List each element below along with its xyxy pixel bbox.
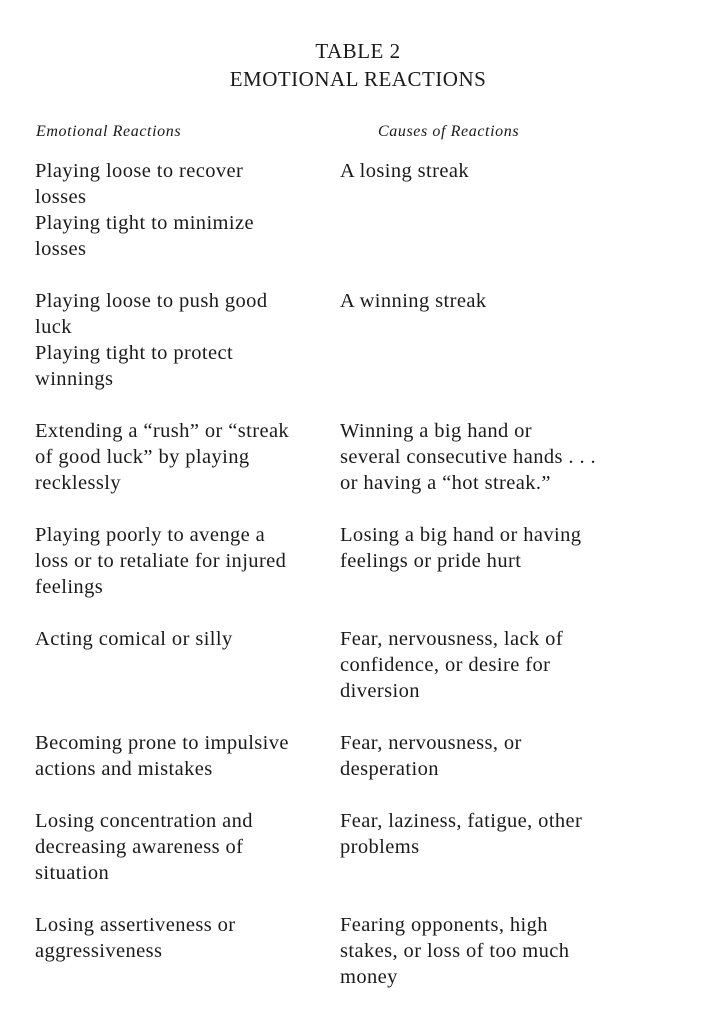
reaction-text: Extending a “rush” or “streak [35,420,290,442]
cause-text: confidence, or desire for [340,654,551,676]
cause-cell [340,808,660,886]
reaction-cell [35,418,335,496]
reaction-text: feelings [35,576,104,598]
cause-text: Fear, nervousness, or [340,732,522,754]
table-row [0,418,724,496]
reaction-text: actions and mistakes [35,758,213,780]
table-title: EMOTIONAL REACTIONS [229,67,487,91]
reaction-text: losses [35,238,87,260]
reaction-text: winnings [35,368,114,390]
cause-text: A losing streak [340,160,469,182]
cause-text: diversion [340,680,420,702]
cause-text: or having a “hot streak.” [340,472,551,494]
reaction-cell [35,626,335,704]
cause-text: problems [340,836,420,858]
cause-text: several consecutive hands . . . [340,446,597,468]
table-body [0,158,724,1016]
reaction-text: decreasing awareness of [35,836,244,858]
reaction-text: loss or to retaliate for injured [35,550,287,572]
table-row [0,522,724,600]
reaction-cell [35,730,335,782]
reaction-text: Playing tight to protect [35,342,234,364]
cause-cell [340,730,660,782]
reaction-cell [35,522,335,600]
reaction-text: of good luck” by playing [35,446,250,468]
reaction-text: aggressiveness [35,940,163,962]
reaction-text: Playing loose to recover [35,160,244,182]
cause-text: desperation [340,758,439,780]
cause-cell [340,626,660,704]
cause-text: Winning a big hand or [340,420,533,442]
cause-text: feelings or pride hurt [340,550,522,572]
cause-cell [340,418,660,496]
cause-text: money [340,966,398,988]
table-row [0,730,724,782]
cause-cell [340,912,660,990]
cause-cell [340,288,660,392]
table-row [0,626,724,704]
reaction-text: Becoming prone to impulsive [35,732,289,754]
reaction-text: Losing concentration and [35,810,253,832]
cause-text: Fearing opponents, high [340,914,548,936]
reaction-cell [35,912,335,990]
reaction-text: luck [35,316,72,338]
cause-cell [340,158,660,262]
table-row [0,158,724,262]
column-header-causes: Causes of Reactions [378,123,520,140]
cause-text: Fear, nervousness, lack of [340,628,564,650]
cause-text: stakes, or loss of too much [340,940,570,962]
table-row [0,808,724,886]
reaction-text: losses [35,186,87,208]
reaction-cell [35,808,335,886]
reaction-cell [35,288,335,392]
cause-cell [340,522,660,600]
reaction-text: Losing assertiveness or [35,914,236,936]
reaction-text: Playing loose to push good [35,290,268,312]
reaction-cell [35,158,335,262]
reaction-text: Playing poorly to avenge a [35,524,266,546]
table-row [0,912,724,990]
cause-text: A winning streak [340,290,487,312]
cause-text: Losing a big hand or having [340,524,582,546]
cause-text: Fear, laziness, fatigue, other [340,810,583,832]
table-row [0,288,724,392]
column-header-reactions: Emotional Reactions [36,123,182,140]
reaction-text: Playing tight to minimize [35,212,254,234]
reaction-text: recklessly [35,472,121,494]
reaction-text: situation [35,862,110,884]
table-number: TABLE 2 [315,39,401,63]
reaction-text: Acting comical or silly [35,628,233,650]
